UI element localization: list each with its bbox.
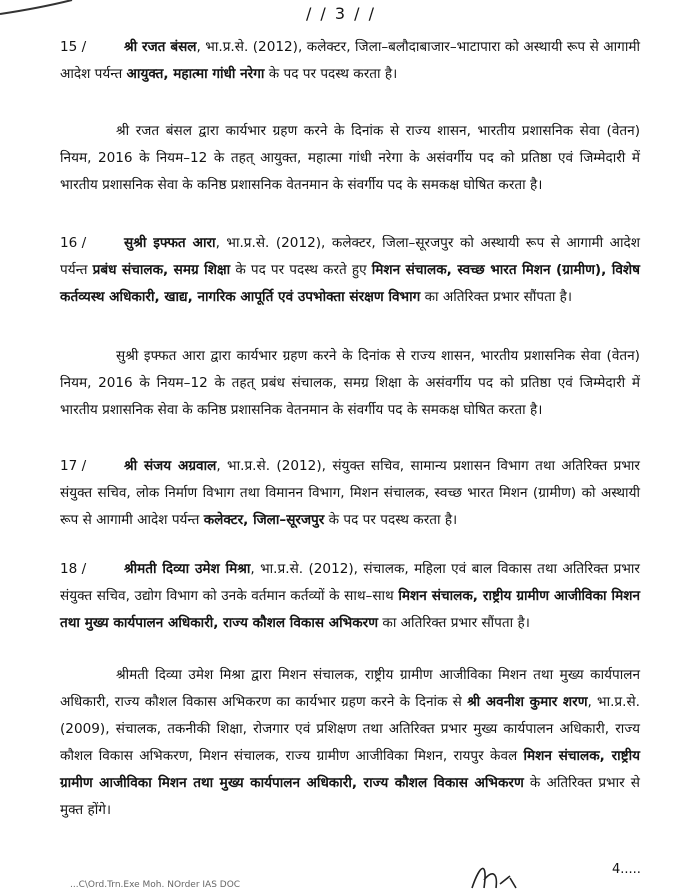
officer-name: श्री रजत बंसल: [124, 39, 197, 55]
order-item-15: 15 / श्री रजत बंसल, भा.प्र.से. (2012), कलेक्टर, जिला–बलौदाबाजार–भाटापारा को अस्थायी रूप से आगामी आदेश पर्यन्त आयुक्त, महात्मा गांधी नरेगा के पद पर पदस्थ करता है।: [60, 34, 640, 88]
officer-name: श्रीमती दिव्या उमेश मिश्रा: [124, 561, 251, 577]
posting-title: आयुक्त, महात्मा गांधी नरेगा: [126, 66, 265, 82]
relieved-officer-name: श्री अवनीश कुमार शरण: [467, 694, 588, 710]
officer-name: श्री संजय अग्रवाल: [124, 458, 217, 474]
order-item-16: 16 / सुश्री इफ्फत आरा, भा.प्र.से. (2012), कलेक्टर, जिला–सूरजपुर को अस्थायी रूप से आगामी आदेश पर्यन्त प्रबंध संचालक, समग्र शिक्षा के पद पर पदस्थ करते हुए मिशन संचालक, स्वच्छ भारत मिशन (ग्रामीण), विशेष कर्तव्यस्थ अधिकारी, खाद्य, नागरिक आपूर्ति एवं उपभोक्ता संरक्षण विभाग का अतिरिक्त प्रभार सौंपता है।: [60, 230, 640, 311]
additional-charge: मिशन संचालक, राष्ट्रीय ग्रामीण आजीविका मिशन तथा मुख्य कार्यपालन अधिकारी, राज्य कौशल विकास अभिकरण: [60, 588, 640, 631]
file-path-footer: ...C\Ord.Trn.Exe Moh. NOrder IAS DOC: [70, 880, 241, 890]
next-page-marker: 4.....: [612, 862, 641, 877]
posting-title: प्रबंध संचालक, समग्र शिक्षा: [92, 262, 231, 278]
relieved-charge: मिशन संचालक, राष्ट्रीय ग्रामीण आजीविका मिशन तथा मुख्य कार्यपालन अधिकारी, राज्य कौशल विकास अभिकरण: [60, 748, 640, 791]
page-number: / / 3 / /: [305, 4, 377, 23]
order-item-18: 18 / श्रीमती दिव्या उमेश मिश्रा, भा.प्र.से. (2012), संचालक, महिला एवं बाल विकास तथा अतिरिक्त प्रभार संयुक्त सचिव, उद्योग विभाग को उनके वर्तमान कर्तव्यों के साथ–साथ मिशन संचालक, राष्ट्रीय ग्रामीण आजीविका मिशन तथा मुख्य कार्यपालन अधिकारी, राज्य कौशल विकास अभिकरण का अतिरिक्त प्रभार सौंपता है।: [60, 556, 640, 637]
officer-name: सुश्री इफ्फत आरा: [124, 235, 216, 251]
posting-title: कलेक्टर, जिला–सूरजपुर: [203, 512, 325, 528]
signature: [466, 858, 536, 891]
item-number: 18 /: [60, 561, 87, 577]
item-number: 15 /: [60, 39, 87, 55]
order-item-17: 17 / श्री संजय अग्रवाल, भा.प्र.से. (2012), संयुक्त सचिव, सामान्य प्रशासन विभाग तथा अतिरिक्त प्रभार संयुक्त सचिव, लोक निर्माण विभाग तथा विमानन विभाग, मिशन संचालक, स्वच्छ भारत मिशन (ग्रामीण) को अस्थायी रूप से आगामी आदेश पर्यन्त कलेक्टर, जिला–सूरजपुर के पद पर पदस्थ करता है।: [60, 453, 640, 534]
item-number: 16 /: [60, 235, 87, 251]
order-paragraph-15: श्री रजत बंसल द्वारा कार्यभार ग्रहण करने के दिनांक से राज्य शासन, भारतीय प्रशासनिक सेवा (वेतन) नियम, 2016 के नियम–12 के तहत् आयुक्त, महात्मा गांधी नरेगा के असंवर्गीय पद को प्रतिष्ठा एवं जिम्मेदारी में भारतीय प्रशासनिक सेवा के कनिष्ठ प्रशासनिक वेतनमान के संवर्गीय पद के समकक्ष घोषित करता है।: [60, 123, 640, 193]
order-paragraph-16: सुश्री इफ्फत आरा द्वारा कार्यभार ग्रहण करने के दिनांक से राज्य शासन, भारतीय प्रशासनिक सेवा (वेतन) नियम, 2016 के नियम–12 के तहत् प्रबंध संचालक, समग्र शिक्षा के असंवर्गीय पद को प्रतिष्ठा एवं जिम्मेदारी में भारतीय प्रशासनिक सेवा के कनिष्ठ प्रशासनिक वेतनमान के संवर्गीय पद के समकक्ष घोषित करता है।: [60, 348, 640, 418]
item-number: 17 /: [60, 458, 87, 474]
order-paragraph-18: श्रीमती दिव्या उमेश मिश्रा द्वारा मिशन संचालक, राष्ट्रीय ग्रामीण आजीविका मिशन तथा मुख्य कार्यपालन अधिकारी, राज्य कौशल विकास अभिकरण का कार्यभार ग्रहण करने के दिनांक से श्री अवनीश कुमार शरण, भा.प्र.से. (2009), संचालक, तकनीकी शिक्षा, रोजगार एवं प्रशिक्षण तथा अतिरिक्त प्रभार मुख्य कार्यपालन अधिकारी, राज्य कौशल विकास अभिकरण, मिशन संचालक, राज्य ग्रामीण आजीविका मिशन, रायपुर केवल मिशन संचालक, राष्ट्रीय ग्रामीण आजीविका मिशन तथा मुख्य कार्यपालन अधिकारी, राज्य कौशल विकास अभिकरण के अतिरिक्त प्रभार से मुक्त होंगे।: [60, 667, 640, 818]
additional-charge: मिशन संचालक, स्वच्छ भारत मिशन (ग्रामीण), विशेष कर्तव्यस्थ अधिकारी, खाद्य, नागरिक आपूर्ति एवं उपभोक्ता संरक्षण विभाग: [60, 262, 640, 305]
